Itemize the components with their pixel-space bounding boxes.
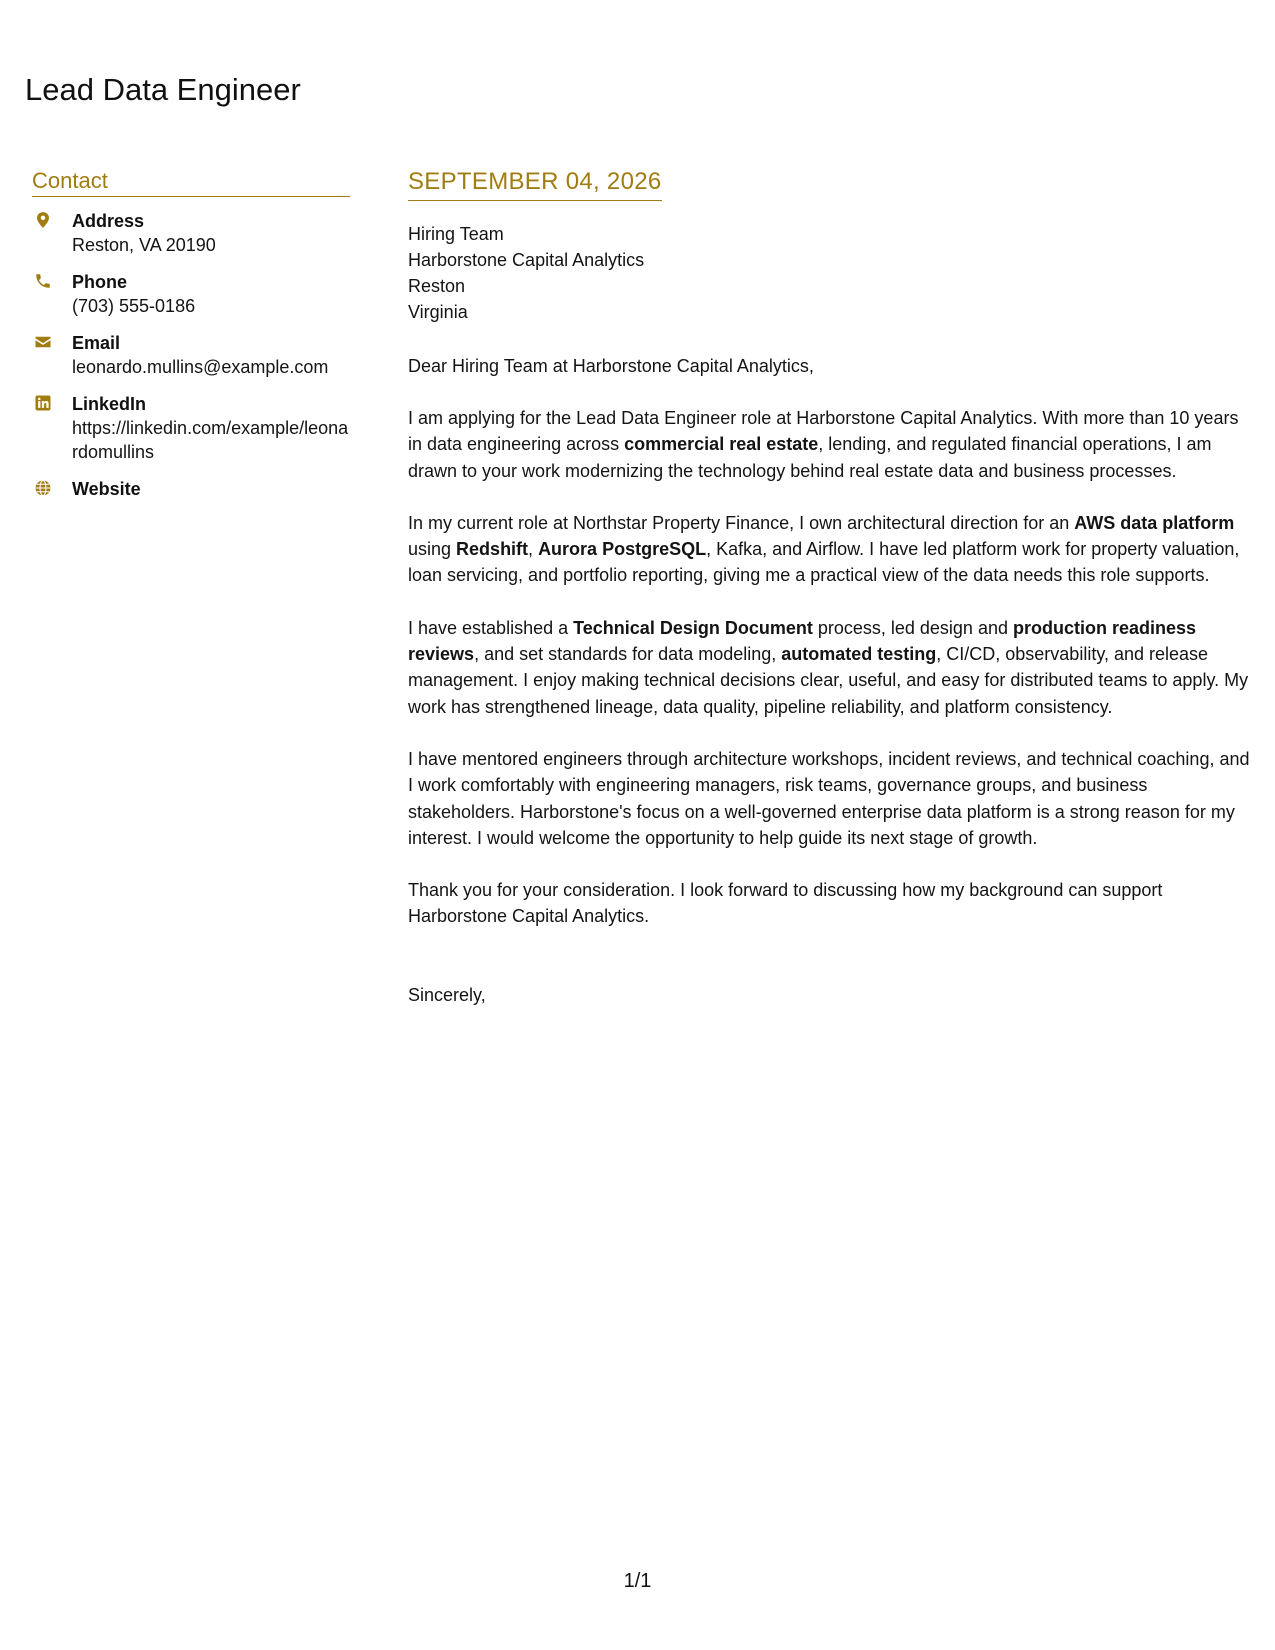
contact-item-phone xyxy=(32,270,350,318)
letter-paragraphs xyxy=(408,405,1253,930)
contact-label: Phone xyxy=(72,272,128,292)
text-run: using xyxy=(408,539,457,560)
contact-label: Website xyxy=(72,479,141,499)
contact-label: LinkedIn xyxy=(72,394,147,414)
recipient-line: Harborstone Capital Analytics xyxy=(408,250,645,270)
email-value[interactable]: leonardo.mullins@example.com xyxy=(72,357,329,377)
letter-paragraph xyxy=(408,510,1253,589)
contact-item-address xyxy=(32,209,350,257)
bold-text: Aurora PostgreSQL xyxy=(538,539,707,560)
phone-icon xyxy=(32,270,72,290)
bold-text: automated testing xyxy=(781,644,937,665)
letter-paragraph xyxy=(408,746,1253,851)
text-run: , and set standards for data modeling, xyxy=(474,644,782,665)
map-pin-icon xyxy=(32,209,72,229)
globe-icon xyxy=(32,477,72,497)
letter-paragraph xyxy=(408,877,1253,930)
bold-text: commercial real estate xyxy=(624,434,819,455)
text-run: I have mentored engineers through architecture workshops, incident reviews, and technical coaching, and I work comfortably with engineering managers, risk teams, governance groups, and business stakeholders. Harborstone's focus on a well-governed enterprise data platform is a strong reason for my interest. I would welcome the opportunity to help guide its next stage of growth. xyxy=(408,748,1250,848)
text-run: I have established a xyxy=(408,617,574,638)
contact-item-website xyxy=(32,477,350,501)
contact-sidebar xyxy=(32,168,350,514)
bold-text: Redshift xyxy=(456,539,529,560)
page-number: 1/1 xyxy=(623,1570,652,1592)
bold-text: Technical Design Document xyxy=(573,617,813,638)
text-run: , CI/CD, observability, and release management. I enjoy making technical decisions clear, useful, and easy for distributed teams to apply. My work has strengthened lineage, data quality, pipeline reliability, and platform consistency. xyxy=(408,644,1249,717)
contact-heading: Contact xyxy=(32,168,350,197)
recipient-line: Virginia xyxy=(408,302,468,322)
linkedin-icon xyxy=(32,392,72,412)
recipient-block xyxy=(408,221,1253,325)
text-run: Thank you for your consideration. I look forward to discussing how my background can support Harborstone Capital Analytics. xyxy=(408,880,1163,927)
linkedin-value[interactable]: https://linkedin.com/example/leonardomullins xyxy=(72,418,349,462)
text-run: process, led design and xyxy=(812,617,1013,638)
envelope-icon xyxy=(32,331,72,351)
contact-item-email xyxy=(32,331,350,379)
contact-item-linkedin xyxy=(32,392,350,464)
letter-body xyxy=(408,168,1253,1008)
recipient-line: Reston xyxy=(408,276,466,296)
text-run: , Kafka, and Airflow. I have led platform work for property valuation, loan servicing, and portfolio reporting, giving me a practical view of the data needs this role supports. xyxy=(408,539,1240,586)
text-run: In my current role at Northstar Property Finance, I own architectural direction for an xyxy=(408,512,1075,533)
salutation: Dear Hiring Team at Harborstone Capital Analytics, xyxy=(408,356,814,376)
bold-text: production readiness reviews xyxy=(408,617,1197,665)
address-value: Reston, VA 20190 xyxy=(72,235,216,255)
letter-paragraph xyxy=(408,405,1253,484)
letter-paragraph xyxy=(408,615,1253,720)
text-run: I am applying for the Lead Data Engineer role at Harborstone Capital Analytics. With more than 10 years in data engineering across xyxy=(408,408,1239,455)
text-run: , lending, and regulated financial operations, I am drawn to your work modernizing the technology behind real estate data and business processes. xyxy=(408,434,1212,481)
contact-label: Email xyxy=(72,333,121,353)
bold-text: AWS data platform xyxy=(1074,512,1235,533)
letter-date: SEPTEMBER 04, 2026 xyxy=(408,168,662,201)
closing: Sincerely, xyxy=(408,984,486,1005)
recipient-line: Hiring Team xyxy=(408,224,504,244)
text-run: , xyxy=(528,539,539,560)
contact-label: Address xyxy=(72,211,145,231)
page-title: Lead Data Engineer xyxy=(25,72,301,107)
phone-value: (703) 555-0186 xyxy=(72,296,196,316)
